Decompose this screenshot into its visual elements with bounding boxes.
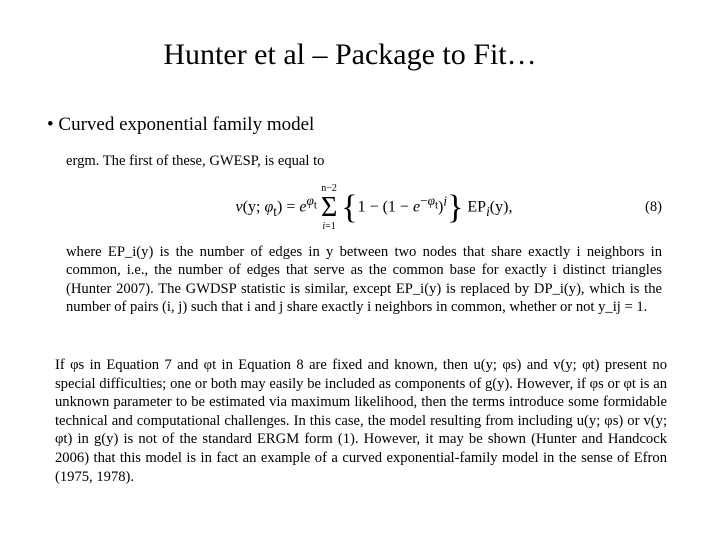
intro-line: ergm. The first of these, GWESP, is equal to [66,153,325,169]
excerpt1-paragraph: where EP_i(y) is the number of edges in y between two nodes that share exactly i neighbors in common, i.e., the number of edges that serve as the common base for exactly i distinct triangles (Hunter 2007). The GWDSP statistic is similar, except EP_i(y) is replaced by DP_i(y), which is the number of pairs (i, j) such that i and j share exactly i neighbors in common, whether or not y_ij = 1. [66,243,662,315]
paper-excerpt-2 [55,356,667,486]
equation-body: v(y; $\varphi_t) = e^{\varphi_t}$ n−2 Σ i=1 $\{1 - (1 - e^{-\varphi_t})^i\}$ $EP_i(y)$, [235,182,513,232]
bullet-item: • Curved exponential family model [47,114,315,135]
excerpt2-paragraph: If φs in Equation 7 and φt in Equation 8 are fixed and known, then u(y; φs) and v(y; φt) present no special difficulties; one or both may easily be included as components of g(y). However, if φs or φt is an unknown parameter to be estimated via maximum likelihood, then the terms introduce some formidable technical and computational challenges. In this case, the model resulting from including u(y; φs) or v(y; φt) in g(y) is not of the standard ERGM form (1). However, it may be shown (Hunter and Handcock 2006) that this model is in fact an example of a curved exponential-family model in the sense of Efron (1975, 1978). [55,357,668,485]
paper-excerpt-1 [66,152,662,317]
equation-number: (8) [644,199,662,216]
equation-8 [66,181,662,235]
slide-title: Hunter et al – Package to Fit… [163,38,537,71]
